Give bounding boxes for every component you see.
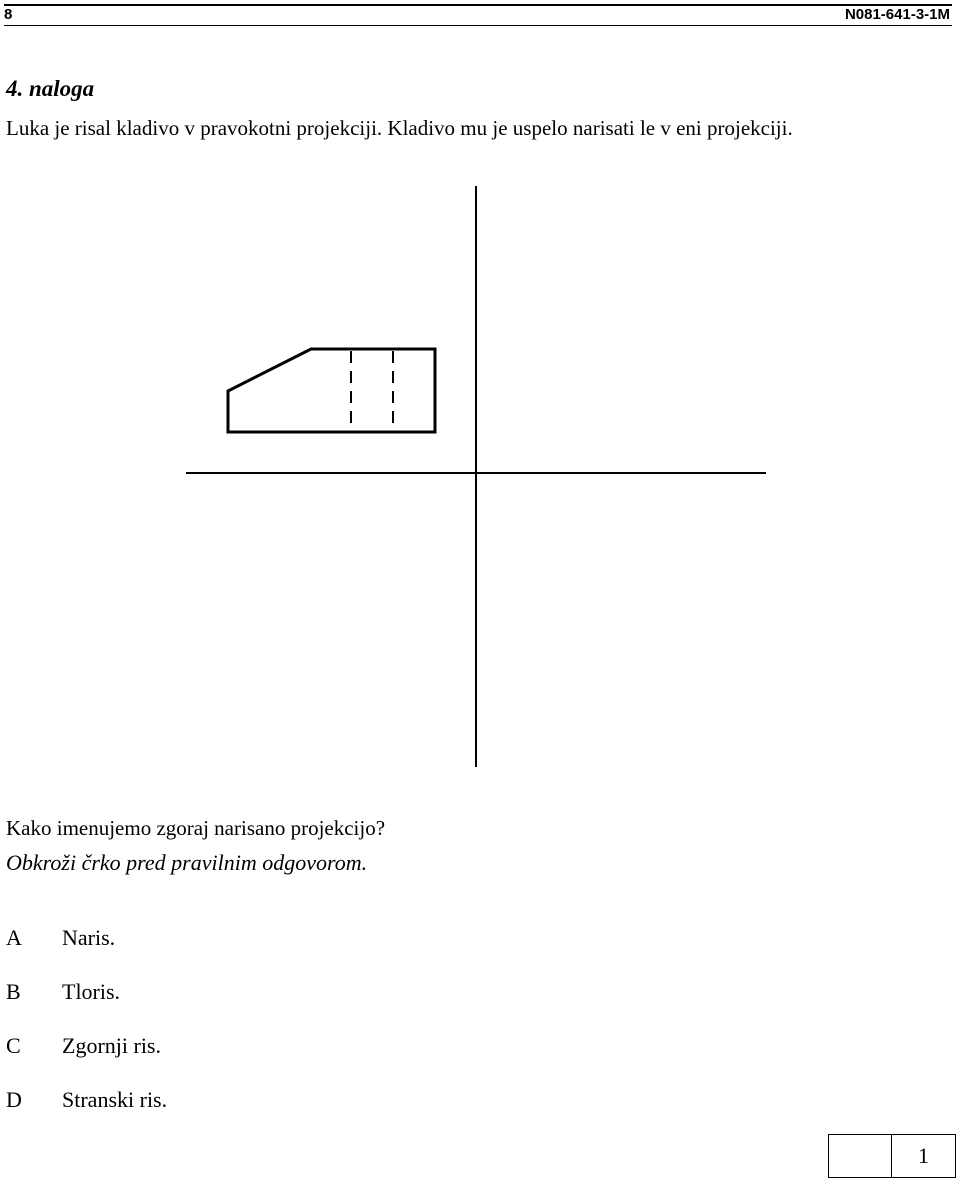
option-c[interactable] [6,1033,161,1059]
task-title: 4. naloga [6,76,95,101]
task-intro: Luka je risal kladivo v pravokotni projekciji. Kladivo mu je uspelo narisati le v eni projekciji. [6,116,793,140]
option-text: Stranski ris. [62,1087,168,1112]
score-box [828,1134,956,1178]
question-text: Kako imenujemo zgoraj narisano projekcijo? [6,816,386,840]
option-a[interactable] [6,925,115,951]
option-d[interactable] [6,1087,167,1113]
hammer-outline [228,349,435,432]
option-letter[interactable]: C [6,1033,21,1058]
option-text: Naris. [62,925,116,950]
option-text: Zgornji ris. [62,1033,161,1058]
option-letter[interactable]: A [6,925,22,950]
score-input-cell[interactable] [829,1135,892,1177]
max-points: 1 [918,1143,929,1168]
option-text: Tloris. [62,979,121,1004]
page-number: 8 [4,6,13,23]
option-letter[interactable]: D [6,1087,22,1112]
document-code: N081-641-3-1M [844,6,950,23]
option-letter[interactable]: B [6,979,21,1004]
instruction-text: Obkroži črko pred pravilnim odgovorom. [6,850,368,875]
option-b[interactable] [6,979,120,1005]
